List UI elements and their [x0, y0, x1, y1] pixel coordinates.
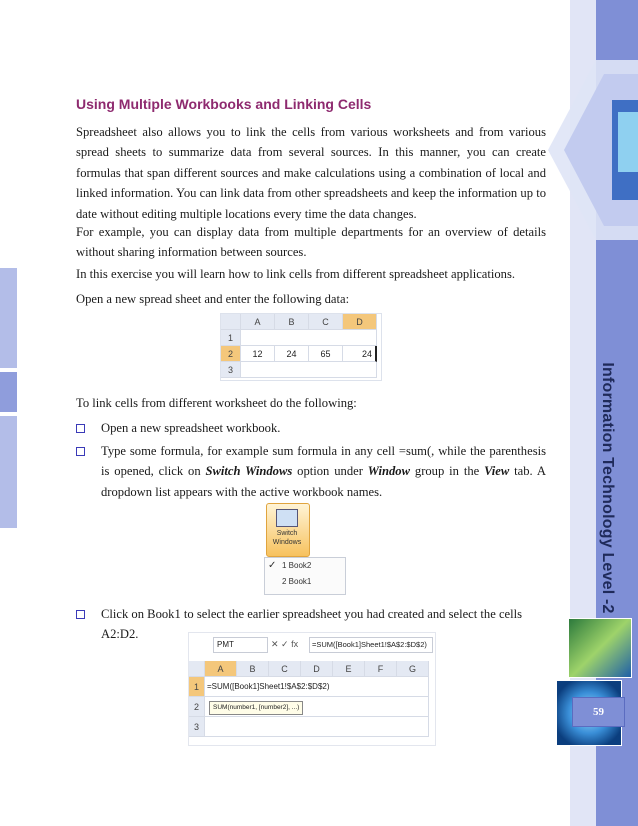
side-title: Information Technology Level -2 — [599, 362, 616, 614]
corner-cell — [221, 314, 241, 330]
checkbox-bullet-icon — [76, 424, 85, 433]
row-header: 1 — [221, 330, 241, 346]
formula-symbols: ✕ ✓ fx — [271, 639, 299, 649]
checkbox-bullet-icon — [76, 447, 85, 456]
col-header: A — [241, 314, 275, 330]
step-3-text: Click on Book1 to select the earlier spreadsheet you had created and select the cells A2:D2. — [101, 607, 523, 642]
function-tooltip: SUM(number1, [number2], ...) — [209, 701, 303, 715]
corner-cell — [189, 661, 205, 677]
col-header: C — [269, 661, 301, 677]
paragraph-4: Open a new spread sheet and enter the following data: — [76, 292, 350, 306]
page-number: 59 — [593, 706, 604, 718]
data-cell: 12 — [241, 346, 275, 362]
paragraph-2: For example, you can display data from multiple departments for an overview of details without sharing information between sources. — [76, 225, 546, 260]
row-header: 3 — [221, 362, 241, 378]
col-header: B — [275, 314, 309, 330]
page-number-box — [572, 697, 625, 727]
formula-bar: =SUM([Book1]Sheet1!$A$2:$D$2) — [309, 637, 433, 653]
spreadsheet-image-2 — [188, 632, 436, 746]
col-header: A — [205, 661, 237, 677]
col-header: B — [237, 661, 269, 677]
steps-intro: To link cells from different worksheet do the following: — [76, 396, 357, 410]
col-header: D — [343, 314, 377, 330]
empty-row — [241, 330, 377, 346]
row-header: 2 — [189, 697, 205, 717]
step-1 — [76, 418, 546, 438]
col-header: G — [397, 661, 429, 677]
switch-windows-label: Switch Windows — [272, 530, 302, 546]
col-header: E — [333, 661, 365, 677]
row-header: 2 — [221, 346, 241, 362]
col-header: C — [309, 314, 343, 330]
switch-windows-image — [262, 503, 352, 597]
chevron-decoration — [548, 60, 638, 240]
step-2 — [76, 441, 546, 502]
windows-icon — [276, 509, 298, 527]
check-icon: ✓ — [268, 560, 277, 571]
row-header: 1 — [189, 677, 205, 697]
data-cell: 24 — [275, 346, 309, 362]
row-header: 3 — [189, 717, 205, 737]
checkbox-bullet-icon — [76, 610, 85, 619]
step-2-text: Type some formula, for example sum formula in any cell =sum(, while the parenthesis is opened, click on Switch Windows option under Window group in the View tab. A dropdown list appears with the active workbook names. — [101, 444, 546, 499]
section-heading: Using Multiple Workbooks and Linking Cells — [76, 96, 372, 112]
formula-cell-a1: =SUM([Book1]Sheet1!$A$2:$D$2) — [205, 677, 429, 697]
col-header: D — [301, 661, 333, 677]
step-1-text: Open a new spreadsheet workbook. — [101, 421, 281, 435]
spreadsheet-image-1 — [220, 313, 382, 381]
data-cell: 24 — [343, 346, 377, 362]
paragraph-1: Spreadsheet also allows you to link the cells from various worksheets and from various spread sheets to summarize data from several sources. In this manner, you can create formulas that span different sources and make calculations using a combination of local and linked information. You can link data from other spreadsheets and keep the information up to date without editing multiple locations every time the data changes. — [76, 125, 546, 221]
name-box: PMT — [213, 637, 268, 653]
globe-image-1 — [568, 618, 632, 678]
workbook-item: 2 Book1 — [282, 577, 312, 586]
empty-row — [205, 717, 429, 737]
left-tab-3 — [0, 416, 17, 528]
col-header: F — [365, 661, 397, 677]
paragraph-3: In this exercise you will learn how to link cells from different spreadsheet applications. — [76, 267, 516, 281]
data-cell: 65 — [309, 346, 343, 362]
left-tab-1 — [0, 268, 17, 368]
workbook-item: 1 Book2 — [282, 561, 312, 570]
empty-row — [241, 362, 377, 378]
left-tab-2 — [0, 372, 17, 412]
